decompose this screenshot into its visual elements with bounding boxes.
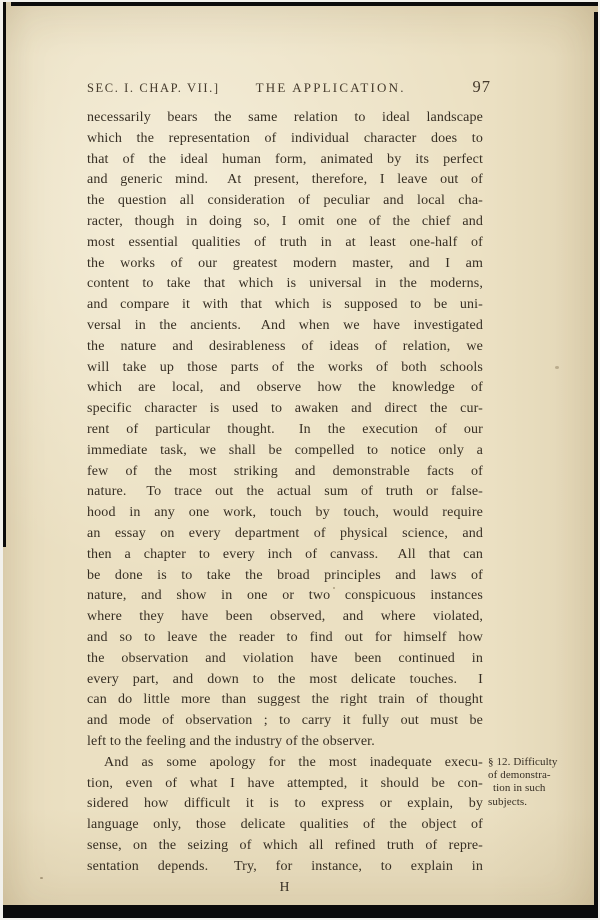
text-line: tion, even of what I have attempted, it should be con- bbox=[87, 775, 483, 791]
text-line: language only, those delicate qualities of the object of bbox=[87, 817, 483, 833]
paper-speck bbox=[333, 587, 335, 589]
text-line: which are local, and observe how the knowledge of bbox=[87, 380, 483, 396]
text-line: every part, and down to the most delicate touches. I bbox=[87, 671, 483, 687]
scan-edge-right bbox=[594, 12, 598, 918]
page-number: 97 bbox=[472, 77, 491, 96]
paper-speck bbox=[40, 877, 43, 879]
scan-edge-left bbox=[3, 2, 6, 547]
text-line: that of the ideal human form, animated by its perfect bbox=[87, 151, 483, 167]
paragraph-1 bbox=[87, 108, 483, 753]
text-line: will take up those parts of the works of both schools bbox=[87, 359, 483, 375]
text-line: left to the feeling and the industry of the observer. bbox=[87, 733, 375, 749]
text-line: necessarily bears the same relation to ideal landscape bbox=[87, 110, 483, 125]
text-line: an essay on every department of physical science, and bbox=[87, 525, 483, 541]
text-line: nature. To trace out the actual sum of truth or false- bbox=[87, 484, 483, 500]
page-header bbox=[87, 77, 491, 97]
signature-mark: H bbox=[279, 879, 291, 895]
text-line: the works of our greatest modern master, and I am bbox=[87, 255, 483, 271]
text-line: be done is to take the broad principles and laws of bbox=[87, 567, 483, 583]
margin-note-line: tion in such bbox=[493, 782, 546, 795]
text-line: hood in any one work, touch by touch, would require bbox=[87, 505, 483, 521]
text-line: then a chapter to every inch of canvass. All that can bbox=[87, 546, 483, 562]
body-text-block bbox=[87, 108, 558, 895]
text-line: immediate task, we shall be compelled to notice only a bbox=[87, 442, 483, 458]
text-line: sidered how difficult it is to express or explain, by bbox=[87, 796, 483, 812]
margin-note bbox=[488, 756, 586, 810]
running-title: THE APPLICATION. bbox=[255, 80, 406, 95]
text-line: and so to leave the reader to find out for himself how bbox=[87, 629, 483, 645]
text-line: rent of particular thought. In the execution of our bbox=[87, 421, 483, 437]
text-line: sense, on the seizing of which all refined truth of repre- bbox=[87, 837, 483, 853]
text-line: content to take that which is universal in the moderns, bbox=[87, 276, 483, 292]
text-line: and generic mind. At present, therefore, I leave out of bbox=[87, 172, 483, 188]
text-line: where they have been observed, and where violated, bbox=[87, 609, 483, 625]
text-line: racter, though in doing so, I omit one of the chief and bbox=[87, 213, 483, 229]
scan-edge-bottom bbox=[3, 905, 598, 918]
paragraph-2 bbox=[87, 753, 483, 878]
text-line: the question all consideration of peculiar and local cha- bbox=[87, 193, 483, 209]
text-line: the nature and desirableness of ideas of relation, we bbox=[87, 338, 483, 354]
text-line: And as some apology for the most inadequate execu- bbox=[104, 754, 483, 770]
text-line: can do little more than suggest the right train of thought bbox=[87, 692, 483, 708]
text-line: specific character is used to awaken and direct the cur- bbox=[87, 401, 483, 417]
text-line: and compare it with that which is supposed to be uni- bbox=[87, 297, 483, 313]
text-line: few of the most striking and demonstrable facts of bbox=[87, 463, 483, 479]
margin-note-line: subjects. bbox=[488, 795, 528, 808]
text-line: versal in the ancients. And when we have investigated bbox=[87, 317, 483, 333]
text-line: which the representation of individual character does to bbox=[87, 130, 483, 146]
text-line: the observation and violation have been continued in bbox=[87, 650, 483, 666]
text-line: sentation depends. Try, for instance, to explain in bbox=[87, 858, 483, 874]
text-line: nature, and show in one or two conspicuous instances bbox=[87, 588, 483, 604]
paragraph-2-with-note bbox=[87, 753, 558, 878]
paper-speck bbox=[555, 366, 559, 369]
book-page-scan bbox=[3, 2, 598, 918]
margin-note-line: § 12. Difficulty bbox=[488, 755, 558, 768]
chapter-heading: SEC. I. CHAP. VII.] bbox=[87, 81, 220, 95]
scan-edge-top bbox=[11, 2, 598, 6]
text-line: and mode of observation ; to carry it fully out must be bbox=[87, 713, 483, 729]
text-line: most essential qualities of truth in at least one-half of bbox=[87, 234, 483, 250]
margin-note-line: of demonstra- bbox=[488, 769, 551, 782]
